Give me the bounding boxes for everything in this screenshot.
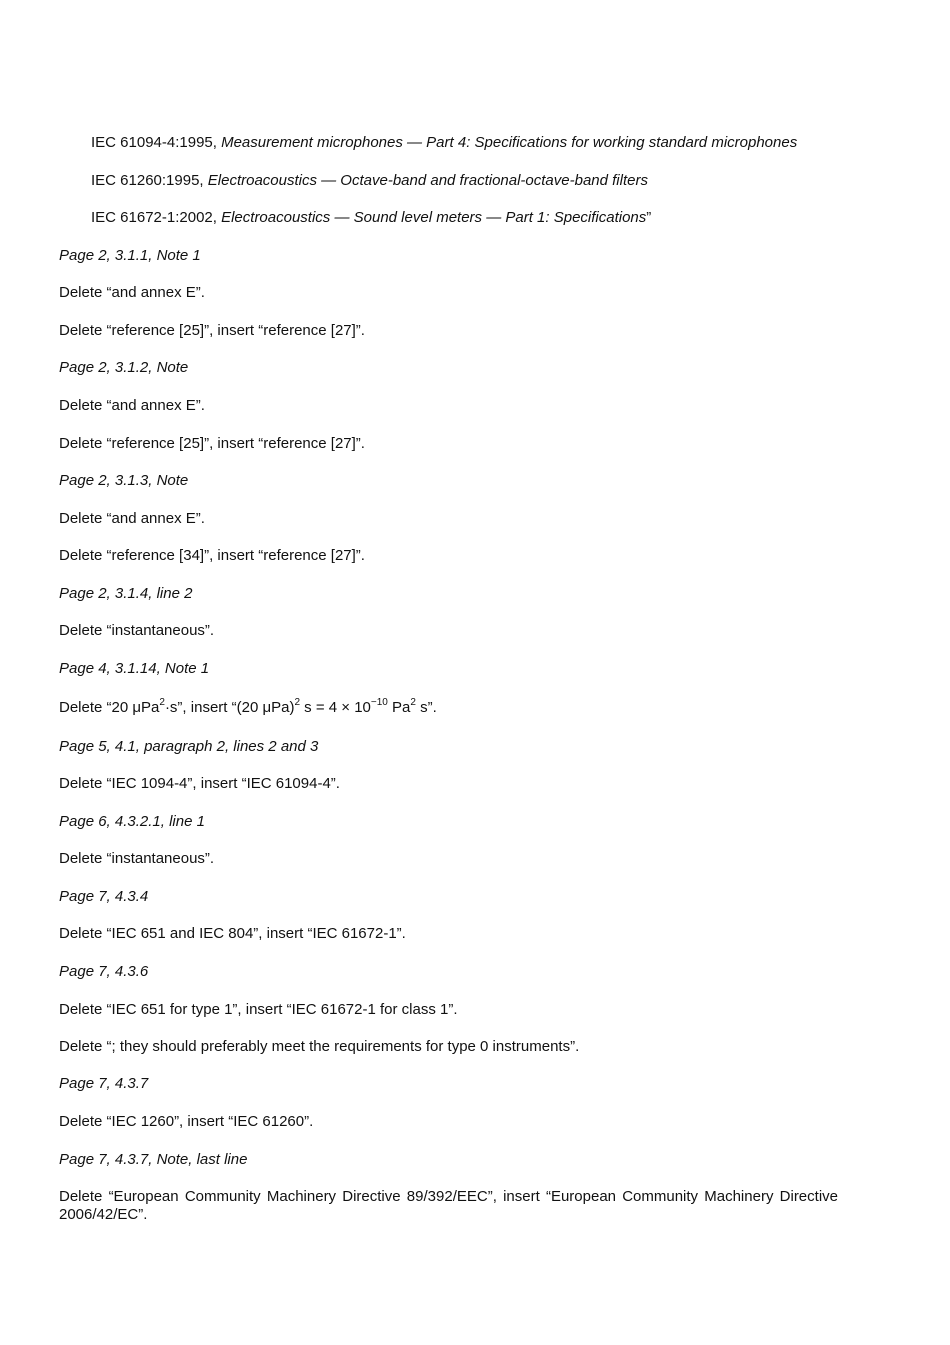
amendment-line: Delete “and annex E”. <box>59 510 205 527</box>
amendment-line: Delete “IEC 651 and IEC 804”, insert “IEC 61672-1”. <box>59 925 406 942</box>
amendment-line: Delete “instantaneous”. <box>59 850 215 867</box>
amendment-heading: Page 5, 4.1, paragraph 2, lines 2 and 3 <box>59 738 319 755</box>
reference-code: IEC 61260:1995, <box>91 172 208 189</box>
amendment-line: Delete “reference [34]”, insert “reference [27]”. <box>59 547 365 564</box>
amendment-heading: Page 7, 4.3.7, Note, last line <box>59 1151 248 1168</box>
amendment-heading: Page 4, 3.1.14, Note 1 <box>59 660 210 677</box>
amendment-heading: Page 6, 4.3.2.1, line 1 <box>59 813 205 830</box>
reference-title: Measurement microphones — Part 4: Specifications for working standard microphones <box>221 134 798 151</box>
amendment-heading: Page 2, 3.1.4, line 2 <box>59 585 193 602</box>
amendment-line: Delete “instantaneous”. <box>59 622 215 639</box>
amendment-line: Delete “reference [25]”, insert “reference [27]”. <box>59 435 365 452</box>
formula-line: Delete “20 μPa$^2$·s”, insert “(20 μPa)$^2$ $s = 4 \times 10^{-10}$ Pa$^2$ s”. <box>59 697 437 716</box>
amendment-heading: Page 7, 4.3.7 <box>59 1075 149 1092</box>
amendment-line: Delete “IEC 1260”, insert “IEC 61260”. <box>59 1113 314 1130</box>
reference-title: Electroacoustics — Octave-band and fractional-octave-band filters <box>207 172 648 189</box>
amendment-line: Delete “reference [25]”, insert “reference [27]”. <box>59 322 365 339</box>
amendment-line: Delete “and annex E”. <box>59 397 205 414</box>
amendment-line: Delete “; they should preferably meet the requirements for type 0 instruments”. <box>59 1038 580 1055</box>
amendment-line: Delete “and annex E”. <box>59 284 205 301</box>
closing-quote: ” <box>646 209 652 226</box>
reference-code: IEC 61094-4:1995, <box>91 134 222 151</box>
reference-item <box>91 134 797 152</box>
amendment-heading: Page 7, 4.3.4 <box>59 888 149 905</box>
reference-item <box>91 172 648 190</box>
amendment-heading: Page 2, 3.1.1, Note 1 <box>59 247 201 264</box>
amendment-heading: Page 2, 3.1.2, Note <box>59 359 189 376</box>
reference-code: IEC 61672-1:2002, <box>91 209 222 226</box>
amendment-line: Delete “IEC 651 for type 1”, insert “IEC 61672-1 for class 1”. <box>59 1001 458 1018</box>
amendment-heading: Page 2, 3.1.3, Note <box>59 472 189 489</box>
amendment-line: Delete “IEC 1094-4”, insert “IEC 61094-4”. <box>59 775 340 792</box>
amendment-heading: Page 7, 4.3.6 <box>59 963 149 980</box>
reference-item <box>91 209 651 227</box>
amendment-line: Delete “European Community Machinery Directive 89/392/EEC”, insert “European Community Machinery Directive 2006/42/EC”. <box>59 1188 838 1223</box>
reference-title: Electroacoustics — Sound level meters — Part 1: Specifications <box>221 209 647 226</box>
